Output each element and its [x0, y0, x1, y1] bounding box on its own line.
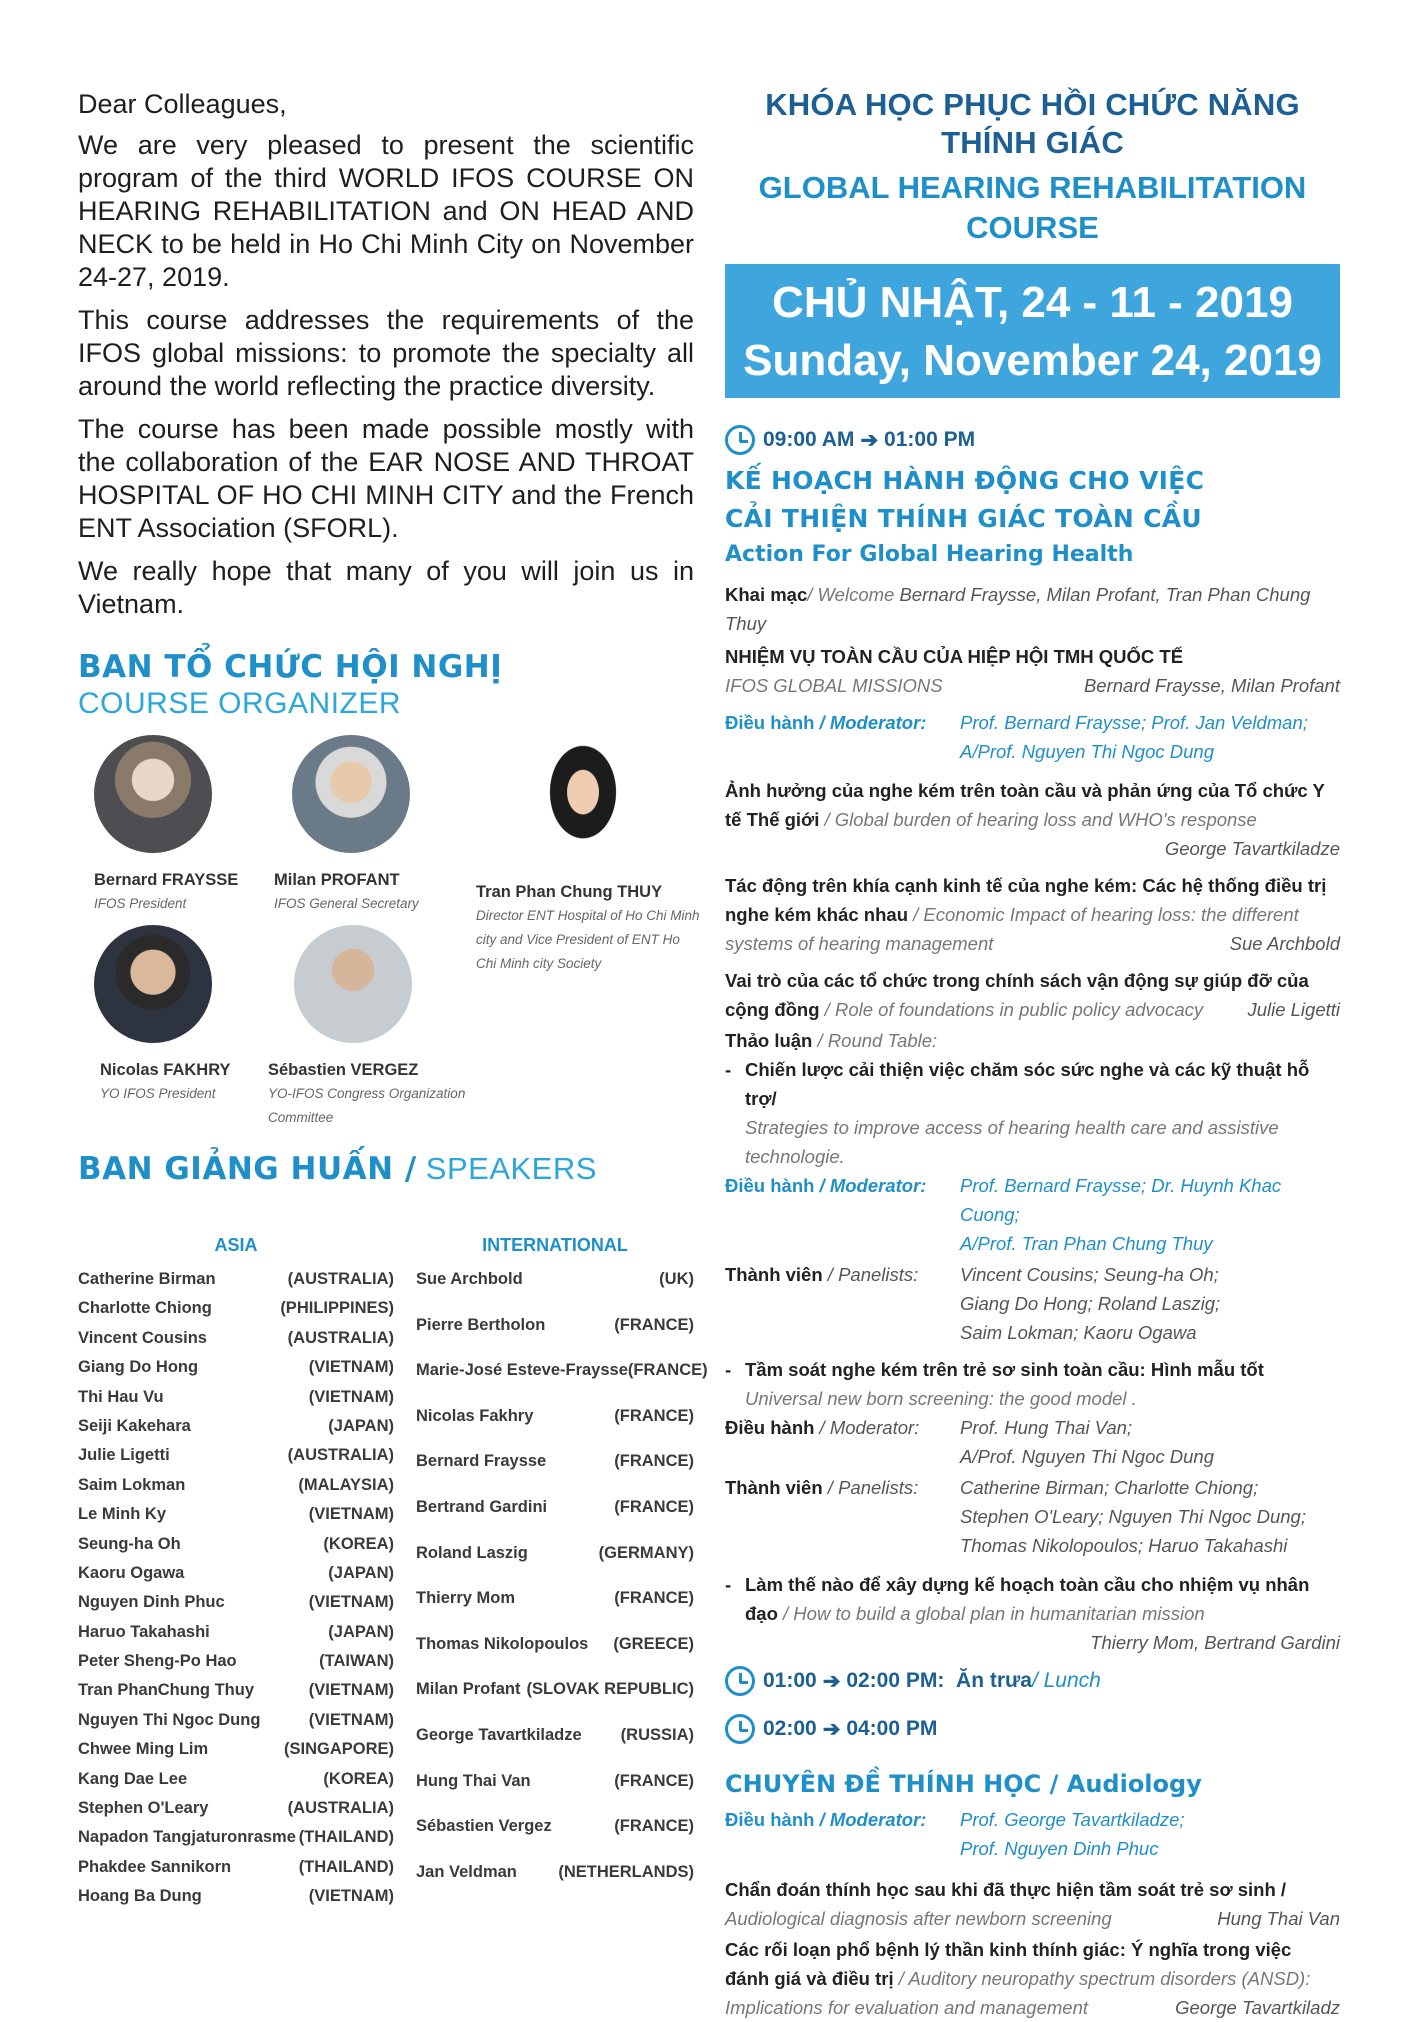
- speaker-row: [416, 1767, 694, 1813]
- speaker-country: (VIETNAM): [308, 1710, 394, 1729]
- speaker-country: (TAIWAN): [319, 1652, 394, 1671]
- program-item: [725, 776, 1340, 863]
- date-en: Sunday, November 24, 2019: [743, 336, 1322, 385]
- person-name: Sébastien VERGEZ: [268, 1061, 419, 1079]
- speaker-row: [78, 1471, 394, 1500]
- speaker-country: (FRANCE): [614, 1817, 694, 1836]
- speaker-name: Roland Laszig: [416, 1543, 528, 1562]
- item-title-en: / Global burden of hearing loss and WHO's response: [819, 809, 1257, 830]
- speakers-title: [78, 1151, 694, 1187]
- panelists-names: [960, 1260, 1220, 1347]
- speaker-country: (SINGAPORE): [283, 1740, 394, 1759]
- moderator-label: [725, 708, 960, 766]
- speaker-country: (FRANCE): [614, 1497, 694, 1516]
- speaker-country: (VIETNAM): [308, 1593, 394, 1612]
- arrow-right-icon: ➔: [822, 1669, 841, 1693]
- program-item: [725, 966, 1340, 1024]
- label-en: / Moderator:: [814, 1175, 927, 1196]
- panelists-row: [725, 1260, 1340, 1347]
- portrait-photo: [292, 735, 410, 853]
- speaker-name: Thomas Nikolopoulos: [416, 1634, 589, 1653]
- round-table-heading: [725, 1026, 1340, 1055]
- intro-letter: [78, 88, 694, 621]
- time-end: 02:00 PM:: [846, 1669, 945, 1692]
- speaker-name: Giang Do Hong: [78, 1358, 199, 1377]
- left-column: [78, 88, 700, 1187]
- person-name: Tran Phan Chung THUY: [476, 883, 663, 901]
- names-line: Stephen O'Leary; Nguyen Thi Ngoc Dung;: [960, 1506, 1306, 1527]
- round-table-topic: [725, 1055, 1340, 1171]
- speaker-row: [78, 1265, 394, 1294]
- session-title-en: Action For Global Hearing Health: [725, 542, 1134, 567]
- speaker-row: [78, 1412, 394, 1441]
- moderator-names: [960, 1171, 1340, 1258]
- panelists-names: [960, 1473, 1306, 1560]
- speaker-row: [416, 1402, 694, 1448]
- time-slot: [725, 422, 1340, 458]
- speaker-row: [78, 1706, 394, 1735]
- program-item: [725, 642, 1340, 700]
- speaker-country: (AUSTRALIA): [287, 1270, 394, 1288]
- label-vn: Điều hành: [725, 1809, 815, 1830]
- speaker-name: Milan Profant: [416, 1680, 521, 1699]
- lunch-label: Ăn trưa: [956, 1669, 1032, 1692]
- speaker-name: Sue Archbold: [416, 1270, 523, 1288]
- speaker-name: Julie Ligetti: [78, 1446, 170, 1465]
- panelists-row: [725, 1473, 1340, 1560]
- program-item: [725, 580, 1340, 638]
- program-item: [725, 871, 1340, 958]
- item-title: Vai trò của các tổ chức trong chính sách vận động sự giúp đỡ của cộng đồng: [725, 970, 1309, 1020]
- speaker-country: (AUSTRALIA): [287, 1328, 394, 1347]
- session-title-vn: KẾ HOẠCH HÀNH ĐỘNG CHO VIỆC: [725, 466, 1205, 495]
- item-title-en: / Auditory neuropathy spectrum disorders (ANSD): Implications for evaluation and management: [725, 1968, 1311, 2018]
- speaker-name: Le Minh Ky: [78, 1505, 167, 1524]
- speaker-country: (FRANCE): [614, 1406, 694, 1425]
- speaker-row: [78, 1794, 394, 1823]
- speaker-country: (KOREA): [323, 1769, 394, 1788]
- speakers-title-en: SPEAKERS: [416, 1151, 597, 1186]
- clock-icon: [725, 425, 755, 455]
- arrow-right-icon: ➔: [860, 428, 879, 452]
- speaker-name: Thi Hau Vu: [78, 1387, 164, 1406]
- speaker-country: (PHILIPPINES): [280, 1299, 394, 1318]
- speaker-name: Peter Sheng-Po Hao: [78, 1652, 237, 1671]
- intro-paragraph: We are very pleased to present the scientific program of the third WORLD IFOS COURSE ON HEARING REHABILITATION and ON HEAD AND NECK to be held in Ho Chi Minh City on November 24-27, 2019.: [78, 130, 694, 292]
- speaker-name: Pierre Bertholon: [416, 1315, 546, 1334]
- speaker-country: (THAILAND): [298, 1828, 394, 1847]
- item-title-en: / Role of foundations in public policy advocacy: [819, 999, 1204, 1020]
- session-title: CHUYÊN ĐỀ THÍNH HỌC / Audiology: [725, 1770, 1202, 1798]
- dash: -: [725, 1059, 732, 1080]
- panelists-label: [725, 1260, 960, 1347]
- label-vn: Điều hành: [725, 712, 815, 733]
- round-table-topic: [725, 1355, 1340, 1413]
- speaker-country: (JAPAN): [328, 1416, 394, 1435]
- label-en: / Panelists:: [822, 1477, 919, 1498]
- speaker-country: (VIETNAM): [308, 1887, 394, 1906]
- item-row: [725, 671, 1340, 700]
- speaker-country: (NETHERLANDS): [558, 1862, 694, 1881]
- speaker-name: Seung-ha Oh: [78, 1534, 181, 1553]
- program-item: [725, 1935, 1340, 2022]
- panelists-label: [725, 1473, 960, 1560]
- moderator-names: [960, 1413, 1214, 1471]
- speaker-country: (VIETNAM): [308, 1358, 394, 1377]
- speaker-country: (FRANCE): [627, 1361, 708, 1380]
- time-end: 01:00 PM: [884, 428, 976, 451]
- speaker-name: Phakdee Sannikorn: [78, 1857, 232, 1876]
- speaker-row: [416, 1447, 694, 1493]
- time-start: 02:00: [763, 1717, 817, 1740]
- speaker-row: [416, 1630, 694, 1676]
- speaker-row: [78, 1383, 394, 1412]
- moderator-label: [725, 1413, 960, 1471]
- item-speakers: Bernard Fraysse, Milan Profant, Tran Phan Chung Thuy: [725, 584, 1311, 634]
- time-end: 04:00 PM: [846, 1717, 938, 1740]
- speaker-country: (JAPAN): [328, 1563, 394, 1582]
- item-speakers: Sue Archbold: [1229, 933, 1340, 954]
- item-title-en: IFOS GLOBAL MISSIONS: [725, 675, 943, 696]
- names-line: Prof. Nguyen Dinh Phuc: [960, 1838, 1159, 1859]
- session-title-vn: CẢI THIỆN THÍNH GIÁC TOÀN CẦU: [725, 504, 1203, 533]
- speakers-title-vn: BAN GIẢNG HUẤN /: [78, 1151, 417, 1187]
- portrait-photo: [528, 745, 638, 869]
- item-row: [725, 1904, 1340, 1933]
- speaker-row: [78, 1530, 394, 1559]
- speaker-country: (AUSTRALIA): [287, 1799, 394, 1818]
- speaker-row: [78, 1294, 394, 1323]
- names-line: Prof. Hung Thai Van;: [960, 1417, 1133, 1438]
- date-vn: CHỦ NHẬT, 24 - 11 - 2019: [772, 278, 1293, 327]
- moderator-names: [960, 1805, 1185, 1863]
- organizer-card: [268, 925, 498, 1130]
- clock-icon: [725, 1714, 755, 1744]
- speaker-name: George Tavartkiladze: [416, 1725, 582, 1744]
- label-en: / Moderator:: [814, 712, 927, 733]
- topic-speakers: Thierry Mom, Bertrand Gardini: [1090, 1632, 1340, 1653]
- speaker-country: (THAILAND): [298, 1857, 394, 1876]
- organizer-card: [94, 735, 304, 916]
- item-title: Thảo luận: [725, 1030, 813, 1051]
- intro-paragraph: This course addresses the requirements of the IFOS global missions: to promote the specialty all around the world reflecting the practice diversity.: [78, 305, 694, 401]
- speaker-name: Napadon Tangjaturonrasme: [78, 1828, 296, 1847]
- label-en: / Panelists:: [822, 1264, 919, 1285]
- speaker-row: [78, 1500, 394, 1529]
- speaker-name: Bertrand Gardini: [416, 1497, 548, 1516]
- moderator-row: [725, 1805, 1340, 1863]
- portrait-photo: [94, 735, 212, 853]
- item-title-en: / Economic Impact of hearing loss: the different systems of hearing management: [725, 904, 1299, 954]
- names-line: Prof. George Tavartkiladze;: [960, 1809, 1185, 1830]
- speaker-row: [78, 1735, 394, 1764]
- topic-text: [745, 1355, 1264, 1413]
- names-line: A/Prof. Nguyen Thi Ngoc Dung: [960, 1446, 1214, 1467]
- speaker-row: [78, 1765, 394, 1794]
- speaker-country: (KOREA): [323, 1534, 394, 1553]
- lunch-label-en: / Lunch: [1031, 1669, 1101, 1692]
- speaker-country: (GREECE): [613, 1634, 694, 1653]
- greeting: Dear Colleagues,: [78, 89, 287, 119]
- session-heading: [725, 462, 1340, 572]
- speaker-row: [416, 1493, 694, 1539]
- intro-paragraph: We really hope that many of you will join us in Vietnam.: [78, 556, 694, 619]
- moderator-label: [725, 1805, 960, 1863]
- person-name: Bernard FRAYSSE: [94, 871, 239, 889]
- topic-text: [745, 1570, 1340, 1657]
- speaker-row: [78, 1353, 394, 1382]
- speaker-name: Tran PhanChung Thuy: [78, 1681, 254, 1700]
- program-column: [725, 86, 1340, 2022]
- program-title-vn: KHÓA HỌC PHỤC HỒI CHỨC NĂNG THÍNH GIÁC: [765, 87, 1300, 160]
- names-line: Thomas Nikolopoulos; Haruo Takahashi: [960, 1535, 1288, 1556]
- international-heading: INTERNATIONAL: [482, 1235, 628, 1255]
- speaker-country: (SLOVAK REPUBLIC): [526, 1680, 694, 1699]
- moderator-row: [725, 1413, 1340, 1471]
- speaker-row: [78, 1882, 394, 1911]
- topic-title: Chiến lược cải thiện việc chăm sóc sức nghe và các kỹ thuật hỗ trợ/: [745, 1059, 1310, 1109]
- speaker-name: Nicolas Fakhry: [416, 1406, 534, 1425]
- speaker-name: Charlotte Chiong: [78, 1299, 212, 1318]
- label-en: / Moderator:: [814, 1809, 927, 1830]
- arrow-right-icon: ➔: [822, 1717, 841, 1741]
- program-title-en: GLOBAL HEARING REHABILITATION COURSE: [758, 170, 1307, 245]
- item-speakers: Bernard Fraysse, Milan Profant: [1083, 675, 1340, 696]
- speaker-row: [416, 1311, 694, 1357]
- speaker-name: Jan Veldman: [416, 1862, 517, 1881]
- names-line: A/Prof. Tran Phan Chung Thuy: [960, 1233, 1213, 1254]
- time-start: 01:00: [763, 1669, 817, 1692]
- speaker-name: Nguyen Dinh Phuc: [78, 1593, 225, 1612]
- organizer-card: [274, 735, 484, 916]
- label-vn: Thành viên: [725, 1264, 823, 1285]
- names-line: Saim Lokman; Kaoru Ogawa: [960, 1322, 1197, 1343]
- dash: -: [725, 1359, 732, 1380]
- speaker-row: [78, 1324, 394, 1353]
- speaker-country: (FRANCE): [614, 1589, 694, 1608]
- item-title: NHIỆM VỤ TOÀN CẦU CỦA HIỆP HỘI TMH QUỐC TẾ: [725, 646, 1184, 667]
- topic-title: Làm thế nào để xây dựng kế hoạch toàn cầu cho nhiệm vụ nhân đạo: [745, 1574, 1310, 1624]
- speaker-row: [416, 1356, 708, 1402]
- speaker-country: (FRANCE): [614, 1452, 694, 1471]
- portrait-photo: [94, 925, 212, 1043]
- speaker-country: (VIETNAM): [308, 1681, 394, 1700]
- topic-text: [745, 1055, 1340, 1171]
- speaker-name: Kaoru Ogawa: [78, 1563, 185, 1582]
- speaker-name: Stephen O'Leary: [78, 1799, 209, 1818]
- speaker-name: Sébastien Vergez: [416, 1817, 552, 1836]
- organizer-title: BAN TỔ CHỨC HỘI NGHỊ: [78, 649, 503, 685]
- topic-title-en: Strategies to improve access of hearing health care and assistive technologie.: [745, 1117, 1279, 1167]
- time-slot: [725, 1711, 1340, 1747]
- label-vn: Điều hành: [725, 1417, 815, 1438]
- speaker-name: Hoang Ba Dung: [78, 1887, 202, 1906]
- item-title-en: / Round Table:: [812, 1030, 938, 1051]
- moderator-names: [960, 708, 1308, 766]
- speaker-name: Kang Dae Lee: [78, 1769, 188, 1788]
- speaker-country: (GERMANY): [598, 1543, 694, 1562]
- names-line: Vincent Cousins; Seung-ha Oh;: [960, 1264, 1219, 1285]
- speaker-row: [78, 1823, 394, 1852]
- moderator-row: [725, 1171, 1340, 1258]
- item-title: Ảnh hưởng của nghe kém trên toàn cầu và phản ứng của Tổ chức Y tế Thế giới: [725, 780, 1325, 830]
- names-line: Catherine Birman; Charlotte Chiong;: [960, 1477, 1259, 1498]
- speaker-name: Saim Lokman: [78, 1475, 186, 1494]
- moderator-row: [725, 708, 1340, 766]
- person-role: IFOS President: [94, 896, 187, 911]
- speaker-row: [416, 1721, 694, 1767]
- speaker-country: (AUSTRALIA): [287, 1446, 394, 1465]
- program-item: [725, 1875, 1340, 1933]
- speaker-row: [416, 1584, 694, 1630]
- time-slot: [725, 1663, 1340, 1699]
- asia-speakers: [78, 1235, 394, 1912]
- topic-title-en: Universal new born screening: the good model .: [745, 1388, 1137, 1409]
- speaker-row: [78, 1853, 394, 1882]
- item-title-en: / Welcome: [807, 584, 895, 605]
- names-line: A/Prof. Nguyen Thi Ngoc Dung: [960, 741, 1214, 762]
- topic-title: Tầm soát nghe kém trên trẻ sơ sinh toàn cầu: Hình mẫu tốt: [745, 1359, 1264, 1380]
- label-vn: Điều hành: [725, 1175, 815, 1196]
- speaker-name: Seiji Kakehara: [78, 1416, 191, 1435]
- item-speakers: Julie Ligetti: [1247, 999, 1340, 1020]
- speaker-country: (UK): [659, 1270, 694, 1288]
- speaker-name: Haruo Takahashi: [78, 1622, 210, 1641]
- speaker-name: Catherine Birman: [78, 1270, 216, 1288]
- speaker-name: Vincent Cousins: [78, 1328, 207, 1347]
- speaker-row: [416, 1812, 694, 1858]
- time-start: 09:00 AM: [763, 428, 855, 451]
- organizer-subtitle: COURSE ORGANIZER: [78, 687, 402, 720]
- speaker-row: [416, 1675, 694, 1721]
- item-title-en: Audiological diagnosis after newborn screening: [725, 1908, 1112, 1929]
- speaker-name: Hung Thai Van: [416, 1771, 531, 1790]
- speaker-name: Bernard Fraysse: [416, 1452, 547, 1471]
- person-role: YO-IFOS Congress Organization Committee: [268, 1086, 466, 1125]
- person-name: Nicolas FAKHRY: [100, 1061, 231, 1079]
- item-title: Khai mạc: [725, 584, 808, 605]
- item-speakers: Hung Thai Van: [1217, 1908, 1340, 1929]
- item-speakers: George Tavartkiladze: [1164, 838, 1340, 859]
- speaker-name: Thierry Mom: [416, 1589, 516, 1608]
- asia-heading: ASIA: [214, 1235, 258, 1255]
- speaker-country: (JAPAN): [328, 1622, 394, 1641]
- person-role: IFOS General Secretary: [274, 896, 419, 911]
- speaker-country: (RUSSIA): [620, 1725, 694, 1744]
- speaker-name: Chwee Ming Lim: [78, 1740, 209, 1759]
- names-line: Prof. Bernard Fraysse; Prof. Jan Veldman;: [960, 712, 1308, 733]
- speaker-row: [416, 1265, 694, 1311]
- item-title: Chẩn đoán thính học sau khi đã thực hiện tầm soát trẻ sơ sinh /: [725, 1879, 1287, 1900]
- speaker-country: (FRANCE): [614, 1315, 694, 1334]
- item-speakers: George Tavartkiladz: [1175, 1997, 1340, 2018]
- speaker-name: Nguyen Thi Ngoc Dung: [78, 1710, 261, 1729]
- speaker-row: [78, 1647, 394, 1676]
- date-banner: [725, 264, 1340, 398]
- speaker-row: [78, 1618, 394, 1647]
- speaker-row: [416, 1539, 694, 1585]
- speaker-country: (MALAYSIA): [298, 1475, 394, 1494]
- speaker-row: [78, 1588, 394, 1617]
- portrait-photo: [294, 925, 412, 1043]
- speaker-country: (FRANCE): [614, 1771, 694, 1790]
- person-role: Director ENT Hospital of Ho Chi Minh city and Vice President of ENT Ho Chi Minh city Society: [476, 908, 700, 971]
- speaker-country: (VIETNAM): [308, 1505, 394, 1524]
- person-role: YO IFOS President: [100, 1086, 216, 1101]
- topic-title-en: / How to build a global plan in humanitarian mission: [777, 1603, 1205, 1624]
- label-en: / Moderator:: [814, 1417, 920, 1438]
- item-title: Tác động trên khía cạnh kinh tế của nghe kém: Các hệ thống điều trị nghe kém khác nhau: [725, 875, 1327, 925]
- speaker-name: Marie-José Esteve-Fraysse: [416, 1361, 628, 1380]
- names-line: Giang Do Hong; Roland Laszig;: [960, 1293, 1221, 1314]
- person-name: Milan PROFANT: [274, 871, 400, 889]
- round-table-topic: [725, 1570, 1340, 1657]
- names-line: Prof. Bernard Fraysse; Dr. Huynh Khac Cuong;: [960, 1175, 1282, 1225]
- international-speakers: [416, 1235, 708, 1903]
- speaker-country: (VIETNAM): [308, 1387, 394, 1406]
- speaker-row: [416, 1858, 694, 1904]
- speaker-row: [78, 1676, 394, 1705]
- speaker-row: [78, 1559, 394, 1588]
- item-title: Các rối loạn phổ bệnh lý thần kinh thính giác: Ý nghĩa trong việc đánh giá và điều trị: [725, 1939, 1292, 1989]
- clock-icon: [725, 1666, 755, 1696]
- intro-paragraph: The course has been made possible mostly with the collaboration of the EAR NOSE AND THROAT HOSPITAL OF HO CHI MINH CITY and the French ENT Association (SFORL).: [78, 414, 694, 543]
- dash: -: [725, 1574, 732, 1595]
- organizer-card: [476, 745, 702, 976]
- speaker-row: [78, 1441, 394, 1470]
- label-vn: Thành viên: [725, 1477, 823, 1498]
- organizer-people: [78, 735, 700, 1135]
- moderator-label: [725, 1171, 960, 1258]
